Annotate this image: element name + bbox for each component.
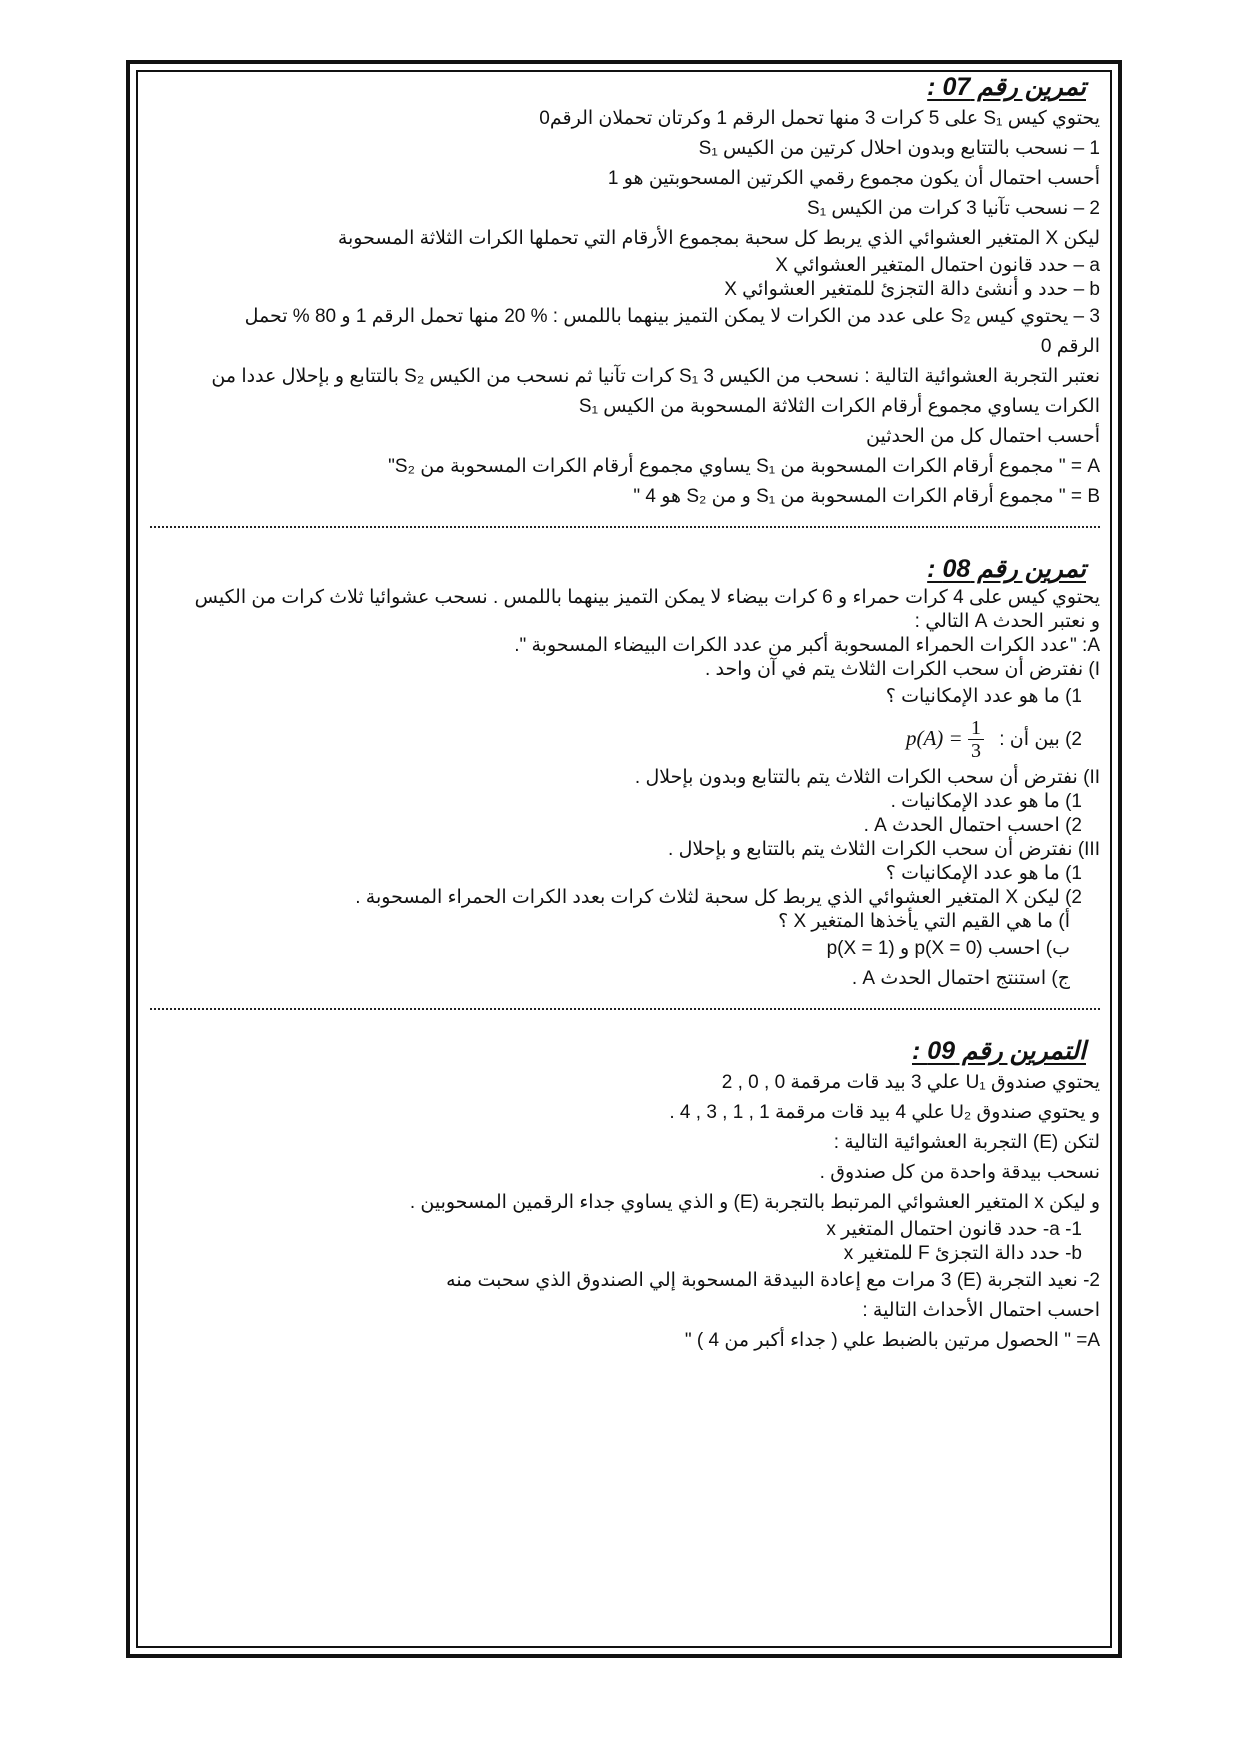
ex08-line: II) نفترض أن سحب الكرات الثلاث يتم بالتتابع وبدون بإحلال .	[634, 767, 1100, 788]
ex09-line: و ليكن x المتغير العشوائي المرتبط بالتجربة (E) و الذي يساوي جداء الرقمين المسحوبين .	[409, 1192, 1100, 1213]
fraction-numerator: 1	[968, 717, 984, 740]
ex07-line: 3 – يحتوي كيس S₂ على عدد من الكرات لا يمكن التميز بينهما باللمس : % 20 منها تحمل الرقم 1 و 80 % تحمل	[244, 306, 1100, 327]
ex07-line: b – حدد و أنشئ دالة التجزئ للمتغير العشوائي X	[724, 279, 1100, 300]
dotted-separator	[150, 526, 1100, 530]
ex09-line: 1- a- حدد قانون احتمال المتغير x	[826, 1219, 1082, 1240]
ex08-line: A: "عدد الكرات الحمراء المسحوبة أكبر من عدد الكرات البيضاء المسحوبة ".	[514, 635, 1100, 656]
ex08-line: يحتوي كيس على 4 كرات حمراء و 6 كرات بيضاء لا يمكن التميز بينهما باللمس . نسحب عشوائيا ثلاث كرات من الكيس	[194, 587, 1100, 608]
exercise-09	[150, 1034, 1100, 1356]
ex07-line: يحتوي كيس S₁ على 5 كرات 3 منها تحمل الرقم 1 وكرتان تحملان الرقم0	[539, 108, 1100, 129]
ex08-line: 2) ليكن X المتغير العشوائي الذي يربط كل سحبة لثلاث كرات بعدد الكرات الحمراء المسحوبة .	[355, 887, 1082, 908]
fraction	[968, 717, 984, 762]
exercise-07-title: تمرين رقم 07 :	[927, 73, 1086, 101]
ex08-line: و نعتبر الحدث A التالي :	[914, 611, 1100, 632]
ex08-line: ب) احسب p(X = 0) و p(X = 1)	[826, 938, 1070, 959]
ex07-line: أحسب احتمال كل من الحدثين	[866, 426, 1100, 447]
ex09-line: احسب احتمال الأحداث التالية :	[862, 1300, 1100, 1321]
ex09-line: b- حدد دالة التجزئ F للمتغير x	[843, 1243, 1082, 1264]
ex09-line: 2- نعيد التجربة (E) 3 مرات مع إعادة البيدقة المسحوبة إلي الصندوق الذي سحبت منه	[446, 1270, 1100, 1291]
ex07-line: الكرات يساوي مجموع أرقام الكرات الثلاثة المسحوبة من الكيس S₁	[578, 396, 1100, 417]
fraction-denominator: 3	[970, 740, 981, 763]
ex07-line: 2 – نسحب تآنيا 3 كرات من الكيس S₁	[807, 198, 1100, 219]
ex08-line: أ) ما هي القيم التي يأخذها المتغير X ؟	[778, 911, 1070, 932]
ex09-line: A= " الحصول مرتين بالضبط علي ( جداء أكبر من 4 ) "	[684, 1330, 1100, 1351]
ex09-line: يحتوي صندوق U₁ علي 3 بيد قات مرقمة 0 , 0 , 2	[721, 1072, 1100, 1093]
ex07-line: ليكن X المتغير العشوائي الذي يربط كل سحبة بمجموع الأرقام التي تحملها الكرات الثلاثة المسحوبة	[337, 228, 1100, 249]
worksheet	[150, 70, 1100, 1356]
ex08-line: 1) ما هو عدد الإمكانيات ؟	[885, 863, 1082, 884]
ex07-line: a – حدد قانون احتمال المتغير العشوائي X	[775, 255, 1100, 276]
exercise-09-title: التمرين رقم 09 :	[912, 1037, 1086, 1065]
ex08-show-label: 2) بين أن :	[999, 729, 1082, 750]
ex08-formula-line	[150, 712, 1100, 766]
ex09-line: نسحب بيدقة واحدة من كل صندوق .	[819, 1162, 1100, 1183]
exercise-08-title: تمرين رقم 08 :	[927, 555, 1086, 583]
ex08-line: 1) ما هو عدد الإمكانيات ؟	[885, 686, 1082, 707]
ex07-line: نعتبر التجربة العشوائية التالية : نسحب من الكيس S₁ 3 كرات تآنيا ثم نسحب من الكيس S₂ بالتتابع و بإحلال عددا من	[211, 366, 1100, 387]
ex07-line: A = " مجموع أرقام الكرات المسحوبة من S₁ يساوي مجموع أرقام الكرات المسحوبة من S₂"	[388, 456, 1100, 477]
ex07-line: 1 – نسحب بالتتابع وبدون احلال كرتين من الكيس S₁	[698, 138, 1100, 159]
exercise-07	[150, 70, 1100, 512]
ex08-line: 1) ما هو عدد الإمكانيات .	[890, 791, 1082, 812]
ex07-line: الرقم 0	[1040, 336, 1100, 357]
ex08-line: III) نفترض أن سحب الكرات الثلاث يتم بالتتابع و بإحلال .	[668, 839, 1100, 860]
ex07-line: أحسب احتمال أن يكون مجموع رقمي الكرتين المسحوبتين هو 1	[607, 168, 1100, 189]
ex08-line: I) نفترض أن سحب الكرات الثلاث يتم في آن واحد .	[704, 659, 1100, 680]
exercise-08	[150, 552, 1100, 994]
formula-lhs: p(A) =	[905, 726, 968, 750]
ex07-line: B = " مجموع أرقام الكرات المسحوبة من S₁ و من S₂ هو 4 "	[633, 486, 1100, 507]
ex08-line: 2) احسب احتمال الحدث A .	[863, 815, 1082, 836]
ex09-line: لتكن (E) التجربة العشوائية التالية :	[833, 1132, 1100, 1153]
ex08-line: ج) استنتج احتمال الحدث A .	[851, 968, 1070, 989]
dotted-separator	[150, 1008, 1100, 1012]
probability-formula	[906, 712, 984, 766]
ex09-line: و يحتوي صندوق U₂ علي 4 بيد قات مرقمة 1 , 1 , 3 , 4 .	[669, 1102, 1100, 1123]
